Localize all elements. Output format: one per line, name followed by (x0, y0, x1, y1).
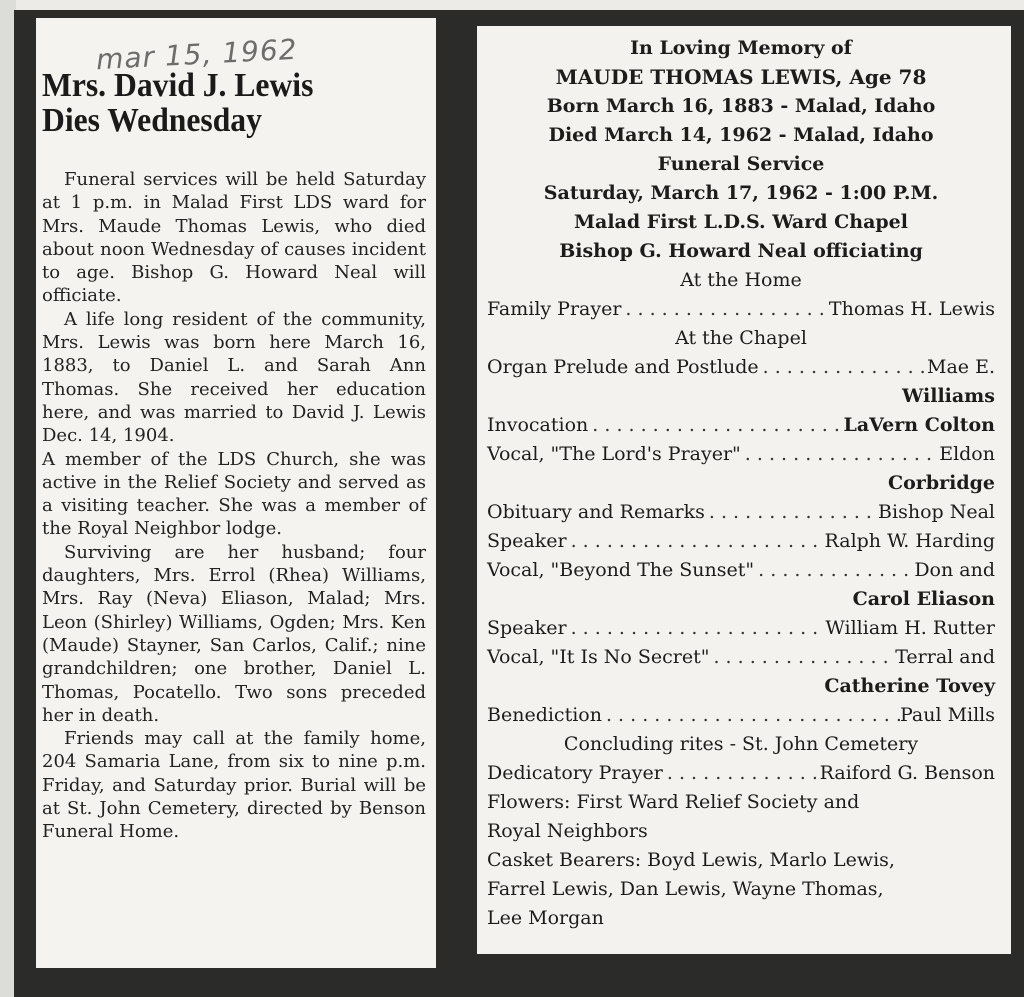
handwritten-date: mar 15, 1962 (95, 32, 299, 77)
leader-dots (741, 440, 939, 469)
program-row-speaker-1 (487, 527, 995, 556)
leader-dots (754, 556, 914, 585)
obituary-headline (42, 68, 405, 138)
at-chapel-heading: At the Chapel (675, 327, 807, 349)
death-line: Died March 14, 1962 - Malad, Idaho (548, 124, 934, 146)
casket-bearers-line-3: Lee Morgan (487, 907, 604, 929)
headline-line-1: Mrs. David J. Lewis (42, 67, 314, 104)
funeral-program-card (477, 26, 1011, 954)
flowers-line-1: Flowers: First Ward Relief Society and (487, 791, 860, 813)
row-value: Bishop Neal (878, 501, 995, 523)
leader-dots (621, 295, 828, 324)
article-paragraph: Friends may call at the family home, 204 Samaria Lane, from six to nine p.m. Friday, and Saturday prior. Burial will be at St. John Cemetery, directed by Benson Funeral Home. (42, 728, 426, 843)
leader-dots (663, 759, 820, 788)
row-value: Paul Mills (899, 704, 995, 726)
article-paragraph: Surviving are her husband; four daughters, Mrs. Errol (Rhea) Williams, Mrs. Ray (Neva) Eliason, Malad; Mrs. Leon (Shirley) Williams, Ogden; Mrs. Ken (Maude) Stayner, San Carlos, Calif.; nine grandchildren; one brother, Daniel L. Thomas, Pocatello. Two sons preceded her in death. (42, 541, 426, 726)
row-value: Ralph W. Harding (824, 530, 995, 552)
officiating-line: Bishop G. Howard Neal officiating (559, 240, 923, 262)
row-value: William H. Rutter (825, 617, 995, 639)
program-row-vocal-3 (487, 643, 995, 672)
article-paragraph: Funeral services will be held Saturday at 1 p.m. in Malad First LDS ward for Mrs. Maude Thomas Lewis, who died about noon Wednesday of causes incident to age. Bishop G. Howard Neal will officiate. (42, 169, 426, 307)
article-paragraph: A life long resident of the community, Mrs. Lewis was born here March 16, 1883, to Daniel L. and Sarah Ann Thomas. She received her education here, and was married to David J. Lewis Dec. 14, 1904. (42, 308, 426, 447)
birth-line: Born March 16, 1883 - Malad, Idaho (546, 95, 936, 117)
concluding-rites-heading: Concluding rites - St. John Cemetery (563, 733, 919, 755)
program-row-speaker-2 (487, 614, 995, 643)
row-value: Eldon (939, 443, 995, 465)
program-content (487, 34, 995, 933)
row-label: Obituary and Remarks (487, 501, 705, 523)
row-value-continued: Catherine Tovey (824, 675, 995, 697)
at-home-heading: At the Home (680, 269, 802, 291)
program-row-invocation (487, 411, 995, 440)
program-row-family-prayer (487, 295, 995, 324)
program-row-obituary (487, 498, 995, 527)
row-label: Family Prayer (487, 298, 622, 320)
program-row-dedicatory (487, 759, 995, 788)
row-value-continued: Williams (902, 385, 995, 407)
leader-dots (567, 527, 825, 556)
leader-dots (602, 701, 900, 730)
leader-dots (709, 643, 895, 672)
leader-dots (588, 411, 843, 440)
row-value: Terral and (895, 646, 995, 668)
row-value: LaVern Colton (843, 414, 995, 436)
row-value: Thomas H. Lewis (828, 298, 995, 320)
leader-dots (759, 353, 927, 382)
leader-dots (705, 498, 878, 527)
article-paragraph: A member of the LDS Church, she was active in the Relief Society and served as a visiting teacher. She was a member of the Royal Neighbor lodge. (42, 448, 426, 540)
obituary-article (42, 168, 426, 844)
row-label: Speaker (487, 530, 567, 552)
row-label: Speaker (487, 617, 567, 639)
program-row-organ (487, 353, 995, 382)
row-label: Invocation (487, 414, 589, 436)
row-label: Benediction (487, 704, 602, 726)
row-value-continued: Carol Eliason (852, 588, 995, 610)
row-value: Don and (914, 559, 995, 581)
row-label: Vocal, "Beyond The Sunset" (487, 559, 755, 581)
program-row-benediction (487, 701, 995, 730)
row-label: Dedicatory Prayer (487, 762, 663, 784)
row-value: Mae E. (927, 356, 995, 378)
obituary-clipping (36, 18, 436, 968)
row-label: Vocal, "The Lord's Prayer" (487, 443, 741, 465)
headline-line-2: Dies Wednesday (42, 102, 262, 139)
program-heading: In Loving Memory of (630, 37, 852, 59)
row-value: Raiford G. Benson (819, 762, 995, 784)
row-value-continued: Corbridge (888, 472, 995, 494)
service-time: Saturday, March 17, 1962 - 1:00 P.M. (543, 182, 939, 204)
program-row-vocal-2 (487, 556, 995, 585)
row-label: Vocal, "It Is No Secret" (487, 646, 710, 668)
row-label: Organ Prelude and Postlude (487, 356, 759, 378)
service-title: Funeral Service (657, 153, 825, 175)
program-row-vocal-1 (487, 440, 995, 469)
page-edge-top (0, 0, 1024, 10)
leader-dots (567, 614, 826, 643)
chapel-line: Malad First L.D.S. Ward Chapel (574, 211, 908, 233)
flowers-line-2: Royal Neighbors (487, 820, 648, 842)
casket-bearers-line-2: Farrel Lewis, Dan Lewis, Wayne Thomas, (487, 878, 884, 900)
deceased-name: MAUDE THOMAS LEWIS, Age 78 (555, 65, 927, 89)
casket-bearers-line-1: Casket Bearers: Boyd Lewis, Marlo Lewis, (487, 849, 895, 871)
